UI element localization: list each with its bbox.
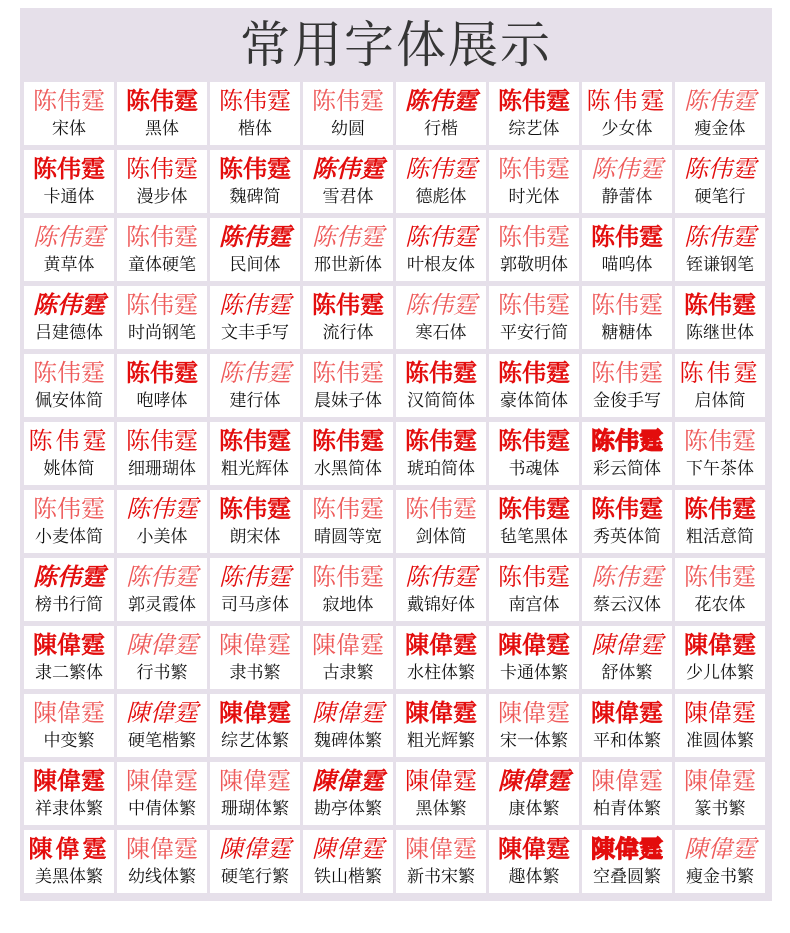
font-cell [210, 422, 300, 485]
font-name-label: 硬笔行繁 [221, 867, 289, 887]
font-sample-text: 陈伟霆 [405, 155, 477, 183]
font-cell [24, 830, 114, 893]
font-cell [24, 694, 114, 757]
font-cell [675, 694, 765, 757]
font-sample-text: 陈伟霆 [33, 223, 105, 251]
font-sample-text: 陈伟霆 [312, 87, 384, 115]
font-name-label: 汉简简体 [407, 391, 475, 411]
font-cell [117, 82, 207, 145]
font-sample-text: 陈伟霆 [684, 223, 756, 251]
font-sample-text: 陳偉霆 [684, 631, 756, 659]
font-cell [210, 626, 300, 689]
font-sample-text: 陈伟霆 [498, 563, 570, 591]
font-sample-text: 陈伟霆 [219, 359, 291, 387]
font-sample-text: 陈伟霆 [126, 495, 198, 523]
font-sample-text: 陈伟霆 [684, 563, 756, 591]
font-name-label: 司马彦体 [221, 595, 289, 615]
font-sample-text: 陈伟霆 [405, 87, 477, 115]
font-cell [117, 762, 207, 825]
font-cell [489, 830, 579, 893]
font-name-label: 勘亭体繁 [314, 799, 382, 819]
font-sample-text: 陈伟霆 [591, 495, 663, 523]
font-sample-text: 陈伟霆 [33, 291, 105, 319]
font-sample-text: 陈伟霆 [312, 223, 384, 251]
font-sample-text: 陳偉霆 [219, 631, 291, 659]
font-sample-text: 陈伟霆 [684, 291, 756, 319]
font-sample-text: 陈伟霆 [312, 155, 384, 183]
font-sample-text: 陈伟霆 [312, 495, 384, 523]
font-name-label: 粗光辉体 [221, 459, 289, 479]
font-name-label: 瘦金体 [694, 119, 746, 139]
font-name-label: 古隶繁 [322, 663, 374, 683]
font-sample-text: 陈伟霆 [126, 291, 198, 319]
font-cell [489, 626, 579, 689]
font-cell [675, 558, 765, 621]
font-cell [303, 558, 393, 621]
font-cell [24, 218, 114, 281]
font-cell [489, 218, 579, 281]
font-name-label: 黑体繁 [415, 799, 467, 819]
font-name-label: 郭敬明体 [500, 255, 568, 275]
font-cell [117, 490, 207, 553]
font-cell [582, 558, 672, 621]
font-sample-text: 陈伟霆 [219, 427, 291, 455]
font-sample-text: 陳偉霆 [33, 699, 105, 727]
font-cell [24, 558, 114, 621]
font-sample-text: 陈伟霆 [219, 495, 291, 523]
font-sample-text: 陈伟霆 [219, 563, 291, 591]
font-cell [303, 286, 393, 349]
font-name-label: 雪君体 [322, 187, 374, 207]
font-cell [396, 422, 486, 485]
font-cell [396, 490, 486, 553]
font-sample-text: 陈伟霆 [684, 87, 756, 115]
font-name-label: 少女体 [601, 119, 653, 139]
font-cell [675, 82, 765, 145]
font-name-label: 静蕾体 [601, 187, 653, 207]
font-sample-text: 陳偉霆 [33, 631, 105, 659]
font-name-label: 祥隶体繁 [35, 799, 103, 819]
font-cell [303, 422, 393, 485]
font-name-label: 吕建德体 [35, 323, 103, 343]
font-sample-text: 陳偉霆 [498, 835, 570, 863]
font-cell [489, 762, 579, 825]
font-name-label: 铚谦钢笔 [686, 255, 754, 275]
font-sample-text: 陈伟霆 [219, 291, 291, 319]
font-name-label: 小麦体简 [35, 527, 103, 547]
font-name-label: 黑体 [145, 119, 179, 139]
font-name-label: 秀英体简 [593, 527, 661, 547]
font-name-label: 小美体 [136, 527, 188, 547]
font-sample-text: 陈伟霆 [684, 155, 756, 183]
font-sample-text: 陳偉霆 [591, 699, 663, 727]
font-sample-text: 陈伟霆 [126, 563, 198, 591]
font-name-label: 柏青体繁 [593, 799, 661, 819]
font-name-label: 彩云简体 [593, 459, 661, 479]
font-sample-text: 陈伟霆 [684, 427, 756, 455]
font-name-label: 时尚钢笔 [128, 323, 196, 343]
font-cell [117, 558, 207, 621]
font-cell [303, 694, 393, 757]
font-name-label: 陈继世体 [686, 323, 754, 343]
font-cell [24, 82, 114, 145]
font-name-label: 隶书繁 [229, 663, 281, 683]
font-cell [303, 830, 393, 893]
font-name-label: 卡通体 [43, 187, 95, 207]
font-cell [489, 558, 579, 621]
font-name-label: 德彪体 [415, 187, 467, 207]
font-cell [675, 762, 765, 825]
font-name-label: 金俊手写 [593, 391, 661, 411]
font-name-label: 幼圆 [331, 119, 365, 139]
font-name-label: 糖糖体 [601, 323, 653, 343]
font-cell [582, 218, 672, 281]
font-sample-text: 陈伟霆 [498, 223, 570, 251]
font-name-label: 卡通体繁 [500, 663, 568, 683]
font-cell [24, 422, 114, 485]
font-sample-text: 陈伟霆 [219, 223, 291, 251]
font-name-label: 宋一体繁 [500, 731, 568, 751]
font-name-label: 篆书繁 [694, 799, 746, 819]
font-cell [24, 490, 114, 553]
font-cell [396, 830, 486, 893]
font-name-label: 漫步体 [136, 187, 188, 207]
font-name-label: 平安行简 [500, 323, 568, 343]
font-name-label: 铁山楷繁 [314, 867, 382, 887]
font-sample-text: 陈伟霆 [126, 155, 198, 183]
font-name-label: 剑体简 [415, 527, 467, 547]
font-name-label: 瘦金书繁 [686, 867, 754, 887]
font-name-label: 硬笔楷繁 [128, 731, 196, 751]
font-name-label: 魏碑简 [229, 187, 281, 207]
font-sample-text: 陳偉霆 [591, 834, 663, 863]
font-cell [303, 218, 393, 281]
font-cell [303, 150, 393, 213]
font-name-label: 朗宋体 [229, 527, 281, 547]
font-sample-text: 陈伟霆 [684, 495, 756, 523]
font-sample-text: 陈伟霆 [33, 495, 105, 523]
font-name-label: 幼线体繁 [128, 867, 196, 887]
font-name-label: 中倩体繁 [128, 799, 196, 819]
font-sample-text: 陈伟霆 [405, 495, 477, 523]
font-sample-text: 陳偉霆 [126, 767, 198, 795]
font-name-label: 寂地体 [322, 595, 374, 615]
font-sample-text: 陈伟霆 [33, 87, 105, 115]
font-cell [396, 558, 486, 621]
font-name-label: 水柱体繁 [407, 663, 475, 683]
font-cell [582, 422, 672, 485]
font-sample-text: 陈伟霆 [498, 495, 570, 523]
font-name-label: 童体硬笔 [128, 255, 196, 275]
font-name-label: 隶二繁体 [35, 663, 103, 683]
font-name-label: 魏碑体繁 [314, 731, 382, 751]
font-cell [210, 286, 300, 349]
font-sample-text: 陳偉霆 [405, 835, 477, 863]
font-name-label: 水黑简体 [314, 459, 382, 479]
font-sample-text: 陳偉霆 [33, 767, 105, 795]
font-sample-text: 陳偉霆 [591, 631, 663, 659]
font-cell [396, 82, 486, 145]
font-sample-text: 陳偉霆 [219, 767, 291, 795]
font-sample-text: 陳偉霆 [684, 835, 756, 863]
font-name-label: 姚体简 [43, 459, 95, 479]
font-name-label: 喵呜体 [601, 255, 653, 275]
font-name-label: 寒石体 [415, 323, 467, 343]
font-sample-text: 陳偉霆 [126, 631, 198, 659]
font-cell [303, 490, 393, 553]
font-cell [582, 150, 672, 213]
font-cell [117, 626, 207, 689]
font-name-label: 民间体 [229, 255, 281, 275]
font-sample-text: 陳偉霆 [405, 699, 477, 727]
font-name-label: 花农体 [694, 595, 746, 615]
font-sample-text: 陳偉霆 [498, 699, 570, 727]
font-name-label: 平和体繁 [593, 731, 661, 751]
font-cell [489, 286, 579, 349]
font-sample-text: 陳偉霆 [219, 835, 291, 863]
font-sample-text: 陈伟霆 [219, 155, 291, 183]
font-sample-text: 陳偉霆 [405, 767, 477, 795]
font-name-label: 南宫体 [508, 595, 560, 615]
font-sample-text: 陈伟霆 [126, 87, 198, 115]
font-sample-text: 陳偉霆 [591, 767, 663, 795]
font-cell [24, 286, 114, 349]
font-sample-text: 陳偉霆 [498, 631, 570, 659]
font-cell [24, 150, 114, 213]
font-name-label: 琥珀简体 [407, 459, 475, 479]
font-cell [117, 286, 207, 349]
font-name-label: 书魂体 [508, 459, 560, 479]
font-cell [675, 354, 765, 417]
font-sample-text: 陈伟霆 [591, 563, 663, 591]
font-cell [117, 218, 207, 281]
font-cell [489, 694, 579, 757]
font-sample-text: 陈伟霆 [591, 223, 663, 251]
font-sample-text: 陳偉霆 [28, 835, 110, 863]
font-name-label: 新书宋繁 [407, 867, 475, 887]
font-sample-text: 陈伟霆 [312, 291, 384, 319]
font-sample-text: 陈伟霆 [312, 427, 384, 455]
font-cell [117, 354, 207, 417]
font-sample-text: 陈伟霆 [498, 359, 570, 387]
font-cell [582, 626, 672, 689]
font-sample-text: 陈伟霆 [405, 563, 477, 591]
font-cell [303, 626, 393, 689]
font-sample-text: 陈伟霆 [33, 155, 105, 183]
font-name-label: 郭灵霞体 [128, 595, 196, 615]
font-sample-text: 陈伟霆 [312, 359, 384, 387]
font-cell [210, 762, 300, 825]
font-name-label: 行楷 [424, 119, 458, 139]
font-cell [489, 150, 579, 213]
font-cell [489, 422, 579, 485]
font-cell [582, 82, 672, 145]
font-name-label: 文丰手写 [221, 323, 289, 343]
font-name-label: 戴锦好体 [407, 595, 475, 615]
font-cell [396, 150, 486, 213]
font-sample-text: 陈伟霆 [591, 155, 663, 183]
font-name-label: 舒体繁 [601, 663, 653, 683]
font-name-label: 综艺体繁 [221, 731, 289, 751]
font-sample-text: 陈伟霆 [405, 427, 477, 455]
font-grid [24, 82, 765, 893]
font-name-label: 粗活意简 [686, 527, 754, 547]
font-name-label: 豪体简体 [500, 391, 568, 411]
font-cell [582, 830, 672, 893]
font-cell [303, 762, 393, 825]
font-name-label: 叶根友体 [407, 255, 475, 275]
font-name-label: 蔡云汉体 [593, 595, 661, 615]
font-cell [489, 354, 579, 417]
font-name-label: 咆哮体 [136, 391, 188, 411]
font-cell [675, 830, 765, 893]
font-sample-text: 陈伟霆 [126, 427, 198, 455]
font-name-label: 珊瑚体繁 [221, 799, 289, 819]
font-sample-text: 陈伟霆 [405, 359, 477, 387]
font-name-label: 美黑体繁 [35, 867, 103, 887]
font-cell [396, 762, 486, 825]
font-sample-text: 陈伟霆 [498, 427, 570, 455]
font-cell [582, 286, 672, 349]
font-name-label: 宋体 [52, 119, 86, 139]
font-sample-text: 陳偉霆 [498, 767, 570, 795]
font-cell [210, 694, 300, 757]
font-sample-text: 陈伟霆 [498, 291, 570, 319]
font-sample-text: 陳偉霆 [312, 699, 384, 727]
font-cell [396, 694, 486, 757]
font-cell [396, 286, 486, 349]
font-cell [303, 354, 393, 417]
font-name-label: 晨妹子体 [314, 391, 382, 411]
font-cell [24, 762, 114, 825]
font-name-label: 粗光辉繁 [407, 731, 475, 751]
font-name-label: 时光体 [508, 187, 560, 207]
font-cell [24, 626, 114, 689]
font-name-label: 晴圆等宽 [314, 527, 382, 547]
font-cell [117, 150, 207, 213]
font-cell [303, 82, 393, 145]
font-sample-text: 陈伟霆 [498, 87, 570, 115]
font-cell [675, 490, 765, 553]
font-name-label: 楷体 [238, 119, 272, 139]
font-cell [675, 150, 765, 213]
font-cell [396, 218, 486, 281]
font-name-label: 行书繁 [136, 663, 188, 683]
font-name-label: 综艺体 [508, 119, 560, 139]
font-sample-text: 陳偉霆 [312, 835, 384, 863]
font-cell [210, 490, 300, 553]
font-sample-text: 陈伟霆 [405, 291, 477, 319]
font-name-label: 细珊瑚体 [128, 459, 196, 479]
font-cell [675, 286, 765, 349]
font-sample-text: 陈伟霆 [28, 427, 110, 455]
font-cell [210, 558, 300, 621]
font-name-label: 硬笔行 [694, 187, 746, 207]
font-name-label: 少儿体繁 [686, 663, 754, 683]
font-cell [396, 626, 486, 689]
font-name-label: 榜书行简 [35, 595, 103, 615]
font-sample-text: 陈伟霆 [498, 155, 570, 183]
font-cell [675, 626, 765, 689]
font-sample-text: 陈伟霆 [591, 426, 663, 455]
font-cell [489, 490, 579, 553]
font-sample-text: 陈伟霆 [405, 223, 477, 251]
font-sample-text: 陈伟霆 [33, 563, 105, 591]
font-cell [582, 694, 672, 757]
font-sample-text: 陳偉霆 [312, 767, 384, 795]
font-cell [675, 218, 765, 281]
font-cell [117, 694, 207, 757]
font-sample-text: 陈伟霆 [126, 359, 198, 387]
font-sample-text: 陈伟霆 [586, 87, 668, 115]
font-sample-text: 陳偉霆 [684, 699, 756, 727]
font-name-label: 佩安体简 [35, 391, 103, 411]
font-name-label: 中变繁 [43, 731, 95, 751]
font-cell [210, 354, 300, 417]
font-cell [210, 218, 300, 281]
font-sample-text: 陈伟霆 [591, 291, 663, 319]
font-sample-text: 陳偉霆 [126, 699, 198, 727]
font-name-label: 毡笔黑体 [500, 527, 568, 547]
font-name-label: 邢世新体 [314, 255, 382, 275]
font-cell [117, 830, 207, 893]
font-cell [117, 422, 207, 485]
font-name-label: 流行体 [322, 323, 374, 343]
font-cell [396, 354, 486, 417]
font-sample-text: 陳偉霆 [405, 631, 477, 659]
font-sample-text: 陳偉霆 [312, 631, 384, 659]
font-name-label: 建行体 [229, 391, 281, 411]
font-sample-text: 陈伟霆 [679, 359, 761, 387]
font-name-label: 启体简 [694, 391, 746, 411]
font-name-label: 空叠圆繁 [593, 867, 661, 887]
font-sample-text: 陈伟霆 [126, 223, 198, 251]
font-sample-text: 陈伟霆 [33, 359, 105, 387]
font-cell [210, 82, 300, 145]
font-cell [582, 762, 672, 825]
font-name-label: 下午茶体 [686, 459, 754, 479]
font-name-label: 黄草体 [43, 255, 95, 275]
font-cell [582, 490, 672, 553]
font-sample-text: 陈伟霆 [219, 87, 291, 115]
font-sample-text: 陳偉霆 [126, 835, 198, 863]
font-cell [582, 354, 672, 417]
page-title: 常用字体展示 [240, 16, 552, 74]
font-name-label: 趣体繁 [508, 867, 560, 887]
font-cell [24, 354, 114, 417]
font-cell [210, 150, 300, 213]
font-cell [675, 422, 765, 485]
font-name-label: 康体繁 [508, 799, 560, 819]
font-name-label: 准圆体繁 [686, 731, 754, 751]
font-cell [210, 830, 300, 893]
font-sample-text: 陈伟霆 [312, 563, 384, 591]
font-sample-text: 陈伟霆 [591, 359, 663, 387]
font-cell [489, 82, 579, 145]
font-sample-text: 陳偉霆 [219, 699, 291, 727]
font-sample-text: 陳偉霆 [684, 767, 756, 795]
